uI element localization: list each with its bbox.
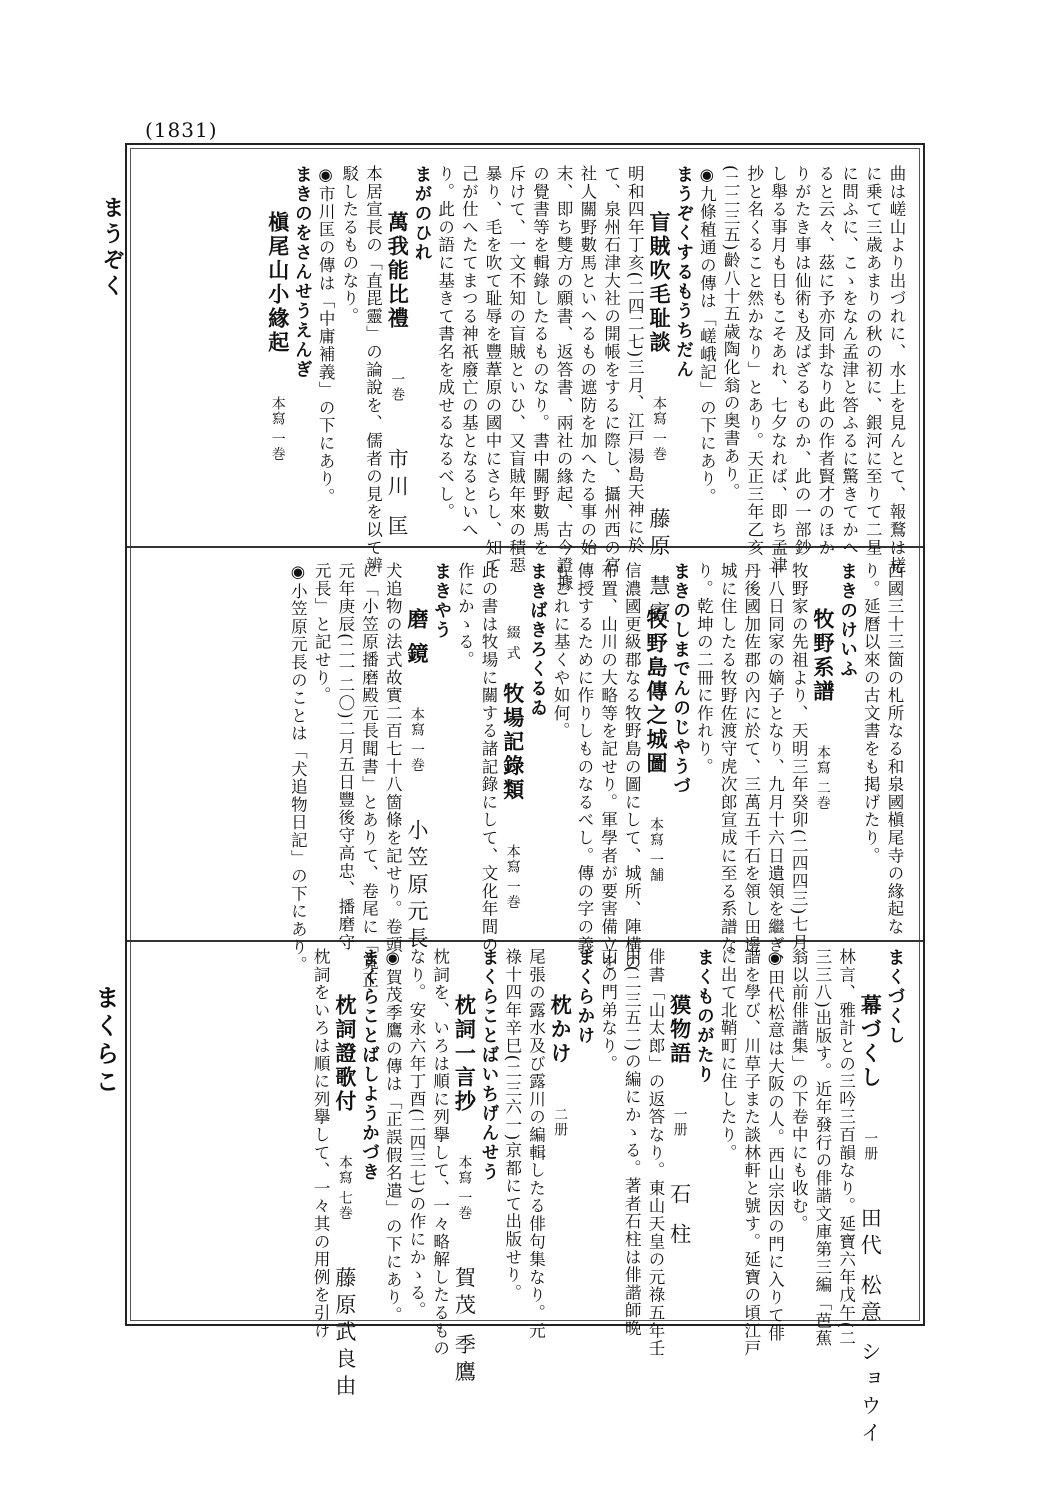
entry-author: 賀茂 季鷹 <box>452 1266 477 1388</box>
entry-heading: まくらかけ <box>574 948 595 1046</box>
entry-title: 枕かけ <box>548 994 574 1067</box>
entry-volume: 一册 <box>671 1106 688 1137</box>
body-text-line: (二二三五)齡八十五歳陶化翁の奥書あり。 <box>721 165 741 501</box>
body-text-line: ◉九條稙通の傳は「嵯峨記」の下にあり。 <box>697 165 717 506</box>
entry-title: 盲賊吹毛耻談 <box>646 211 672 356</box>
entry-title: 獏物語 <box>667 994 693 1067</box>
body-text-line: 山の門弟なり。 <box>598 948 618 1073</box>
entry-author: 小笠原元長 <box>404 819 429 955</box>
body-text-line: 駁したるものなり。 <box>339 165 359 326</box>
entry-volume: 一册 <box>862 1130 879 1161</box>
entry-volume: 本寫 一巻 <box>408 707 425 773</box>
entry-volume: 本寫 一巻 <box>504 843 521 910</box>
entry-title-line <box>810 562 835 937</box>
entry-volume: 本寫 一巻 <box>456 1154 473 1221</box>
body-text-line: 此の書は牧場に關する諸記錄にして、文化年間の <box>479 562 499 954</box>
body-text-line: 己が仕へたてまつる神祇廢亡の基となるといへ <box>459 165 479 539</box>
body-text-line: 明和四年丁亥(二四二七)三月、江戸湯島天神に於 <box>625 165 645 555</box>
body-text-line: 本居宣長の「直毘靈」の論說を、儒者の見を以て辨 <box>363 165 383 575</box>
entry-volume: 本寫 一巻 <box>269 395 286 462</box>
entry-prefix: 綴 式 <box>504 624 521 661</box>
body-text-line: 傳授するために作りしものなるべし。傳の字の義 <box>574 562 594 954</box>
body-text-line: 丹後國加佐郡の內に於て、三萬五千石を領し田邊 <box>741 562 761 954</box>
body-text-line: 林言、雅計との三吟三百韻なり。延寶六年戊午(二 <box>836 948 856 1348</box>
entry-title: 磨 鏡 <box>404 608 430 667</box>
body-text-line: 社人關野數馬といへるもの遮防を加へたる事の始 <box>577 165 597 557</box>
entry-title-line <box>332 948 358 1402</box>
body-text-line: り。延曆以來の古文書をも掲げたり。 <box>861 562 881 865</box>
entry-volume: 本寫 七巻 <box>336 1154 353 1221</box>
entry-title-line <box>547 948 572 1308</box>
body-text-line: 申(二三五二)の編にかゝる。著者石柱は俳諧師晩 <box>622 948 642 1338</box>
body-text-line: に問ふに、こゝをなん孟津と答ふるに驚きてかへ <box>839 165 859 557</box>
body-text-line: 翁以前俳諧集」の下卷中にも收む。 <box>789 948 809 1233</box>
body-text-line: 斥けて、一文不知の盲賊といひ、又盲賊年來の積惡 <box>506 165 526 575</box>
body-text-line: ◉市川匡の傳は「中庸補義」の下にあり。 <box>316 165 336 506</box>
body-text-line: 犬追物の法式故實二百七十八箇條を記せり。卷頭 <box>383 562 403 954</box>
entry-volume: 本寫 一舗 <box>647 816 664 883</box>
body-text-line: 俳書「山太郎」の返答なり。東山天皇の元祿五年壬 <box>645 948 665 1358</box>
entry-title: 牧野系譜 <box>810 608 836 705</box>
body-text-line: 十八日同家の嫡子となり、九月十六日遺領を繼ぎ、 <box>765 562 785 972</box>
body-text-line: 信濃國更級郡なる牧野島の圖にして、城所、陣構の <box>622 562 642 972</box>
body-text-line: に乗て三歳あまりの秋の初に、銀河に至りて二星 <box>863 165 883 557</box>
entry-volume: 二册 <box>552 1106 569 1137</box>
entry-heading: まくらことばしようかづき <box>359 948 380 1182</box>
body-text-line: し舉る事月も日もこそあれ、七夕なれば、即ち孟津 <box>768 165 788 575</box>
entry-title: 槇尾山小緣起 <box>265 211 291 356</box>
body-text-line: の覺書等を輯錄したるものなり。書中關野數馬を <box>530 165 550 557</box>
entry-title-line <box>858 948 884 1449</box>
body-text-line: 西國三十三箇の札所なる和泉國槇尾寺の緣起な <box>885 562 904 936</box>
middle-text-block <box>286 562 906 990</box>
entry-title-line <box>404 562 430 955</box>
entry-title: 萬我能比禮 <box>385 211 411 332</box>
entry-title-line <box>500 562 525 937</box>
body-text-line: もこれに基くや如何。 <box>551 562 571 740</box>
entry-title: 牧場記錄類 <box>500 682 526 803</box>
body-text-line: 枕詞を、いろは順に列擧して、一々略解したるもの <box>430 948 450 1358</box>
body-text-line: に出て北鞘町に住したり。 <box>718 948 738 1162</box>
body-text-line: 作にかゝる。 <box>455 562 475 669</box>
entry-author: 石 柱 <box>667 1183 692 1251</box>
entry-heading: まきのしまでんのじやうづ <box>670 562 691 796</box>
entry-volume: 本寫 二巻 <box>814 744 831 811</box>
entry-heading: まきやう <box>431 562 452 640</box>
body-text-line: 三三八)出版す。近年發行の俳諧文庫第三編「芭蕉 <box>812 948 832 1348</box>
body-text-line: 祿十四年辛巳(二三六一)京都にて出版せり。 <box>502 948 522 1302</box>
body-text-line: り。乾坤の二冊に作れり。 <box>694 562 714 776</box>
entry-volume: 本寫 一巻 <box>650 395 667 462</box>
body-text-line: 枕詞をいろは順に列擧して、一々其の用例を引け <box>311 948 331 1340</box>
body-text-line: なり。安永六年丁酉(二四三七)の作にかゝる。 <box>406 948 426 1320</box>
body-text-line: 元長」と記せり。 <box>312 562 332 705</box>
running-head-top: まうぞく <box>99 196 124 300</box>
entry-heading: まきのをさんせうえんぎ <box>292 165 313 380</box>
entry-title-line <box>646 165 672 629</box>
body-text-line: 城に住したる牧野佐渡守虎次郎宣成に至る系譜な <box>718 562 738 954</box>
body-text-line: 元年庚辰(二一二〇)二月五日豐後守高忠、播磨守 <box>335 562 355 952</box>
entry-heading: まくづくし <box>885 948 905 1046</box>
body-text-line: 諧を學び、川草子また談林軒と號す。延寶の頃江戸 <box>741 948 761 1358</box>
entry-heading: まがのひれ <box>411 165 432 263</box>
body-text-line: 末、即ち雙方の願書、返答書、兩社の緣起、古今證據 <box>554 165 574 593</box>
entry-heading: まくものがたり <box>694 948 715 1085</box>
body-text-line: ると云々、茲に予亦同卦なり此の作者賢才のほか <box>815 165 835 557</box>
entry-volume: 一巻 <box>389 371 406 402</box>
entry-heading: まくらことばいちげんせう <box>479 948 500 1182</box>
entry-author: 藤原 慧賓 <box>646 507 671 629</box>
entry-author: 田代 松意 ショウイ <box>858 1207 883 1449</box>
entry-heading: まきのけいふ <box>837 562 858 679</box>
body-text-line: 尾張の露水及び露川の編輯したる俳句集なり。元 <box>526 948 546 1340</box>
body-text-line: に「小笠原播磨殿元長聞書」とありて、卷尾に「寬正 <box>359 562 379 990</box>
entry-title-line <box>385 165 411 543</box>
page-number: (1831) <box>145 118 218 142</box>
body-text-line: 布置、山川の大略等を記せり。軍學者が要害備立を <box>598 562 618 972</box>
entry-author: 藤原武良由 <box>332 1266 357 1402</box>
entry-heading: まうぞくするもうちだん <box>673 165 694 380</box>
body-text-line: りがたき事は仙術も及ばざるものか、此の一部鈔 <box>792 165 812 557</box>
body-text-line: り。此の語に基きて書名を成せるなるべし。 <box>435 165 455 521</box>
entry-title: 枕詞證歌付 <box>332 994 358 1115</box>
entry-title-line <box>452 948 478 1388</box>
entry-heading: まきばきろくるゐ <box>527 562 548 718</box>
bottom-text-block <box>308 948 906 1449</box>
entry-title-line <box>265 165 290 540</box>
body-text-line: 抄と名くること然かなり」とあり。天正三年乙亥 <box>744 165 764 557</box>
body-text-line: 牧野家の先祖より、天明三年癸卯(二四四三)七月 <box>789 562 809 952</box>
entry-title-line <box>667 948 692 1308</box>
body-text-line: て、泉州石津大社の開帳をするに際し、攝州西の宮 <box>601 165 621 575</box>
body-text-line: 暴り、毛を吹て耻辱を豐葦原の國中にさらし、知て <box>483 165 503 575</box>
body-text-line: ◉田代松意は大阪の人。西山宗因の門に入りて俳 <box>765 948 785 1343</box>
entry-title: 幕づくし <box>858 994 884 1091</box>
entry-author: 市川 匡 <box>385 448 410 543</box>
body-text-line: ◉小笠原元長のことは「犬追物日記」の下にあり。 <box>288 562 308 974</box>
entry-title: 枕詞一言抄 <box>452 994 478 1115</box>
body-text-line: 曲は嵯山より出づれに、水上を見んとて、報鶩は槎 <box>887 165 906 575</box>
body-text-line: ◉賀茂季鷹の傳は「正誤假名遣」の下にあり。 <box>383 948 403 1325</box>
entry-title: 牧野島傳之城圖 <box>643 608 669 777</box>
entry-title-line <box>643 562 668 937</box>
running-head-bottom: まくらこ <box>91 985 119 1097</box>
